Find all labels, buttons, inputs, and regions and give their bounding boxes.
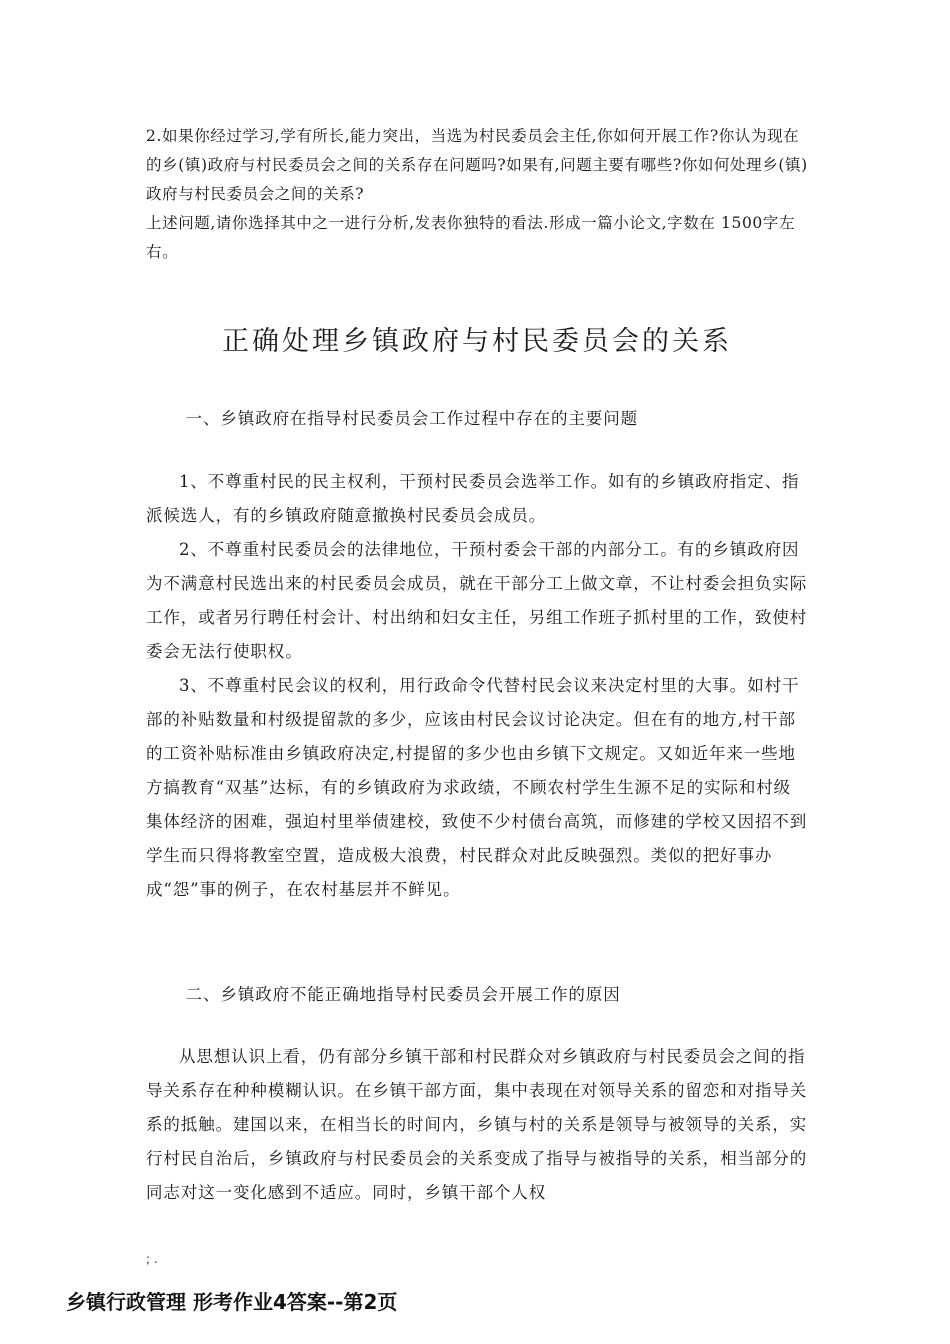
section-2-heading-block <box>146 978 808 1012</box>
assignment-instruction: 上述问题,请你选择其中之一进行分析,发表你独特的看法.形成一篇小论文,字数在 1500字左右。 <box>146 214 796 261</box>
paragraph-2: 2、不尊重村民委员会的法律地位，干预村委会干部的内部分工。有的乡镇政府因为不满意村民选出来的村民委员会成员，就在干部分工上做文章，不让村委会担负实际工作，或者另行聘任村会计、村出纳和妇女主任，另组工作班子抓村里的工作，致使村委会无法行使职权。 <box>146 540 808 661</box>
section-1-heading: 一、乡镇政府在指导村民委员会工作过程中存在的主要问题 <box>185 409 638 428</box>
section-2-body <box>146 1040 808 1210</box>
question-2-text: 2.如果你经过学习,学有所长,能力突出，当选为村民委员会主任,你如何开展工作?你认为现在的乡(镇)政府与村民委员会之间的关系存在问题吗?如果有,问题主要有哪些?你如何处理乡(镇)政府与村民委员会之间的关系? <box>146 127 808 203</box>
assignment-question <box>146 122 808 267</box>
section-2-heading: 二、乡镇政府不能正确地指导村民委员会开展工作的原因 <box>185 985 621 1004</box>
section-1-heading-block <box>146 402 808 436</box>
paragraph-3: 3、不尊重村民会议的权利，用行政命令代替村民会议来决定村里的大事。如村干部的补贴数量和村级提留款的多少，应该由村民会议讨论决定。但在有的地方,村干部的工资补贴标准由乡镇政府决定,村提留的多少也由乡镇下文规定。又如近年来一些地方搞教育“双基”达标，有的乡镇政府为求政绩，不顾农村学生生源不足的实际和村级集体经济的困难，强迫村里举债建校，致使不少村债台高筑，而修建的学校又因招不到学生而只得将教室空置，造成极大浪费，村民群众对此反映强烈。类似的把好事办成“怨”事的例子，在农村基层并不鲜见。 <box>146 676 808 899</box>
paragraph-1: 1、不尊重村民的民主权利，干预村民委员会选举工作。如有的乡镇政府指定、指派候选人，有的乡镇政府随意撤换村民委员会成员。 <box>146 472 800 525</box>
page-mark: ; . <box>146 1252 158 1266</box>
paragraph-4: 从思想认识上看，仍有部分乡镇干部和村民群众对乡镇政府与村民委员会之间的指导关系存在种种模糊认识。在乡镇干部方面，集中表现在对领导关系的留恋和对指导关系的抵触。建国以来，在相当长的时间内，乡镇与村的关系是领导与被领导的关系，实行村民自治后，乡镇政府与村民委员会的关系变成了指导与被指导的关系，相当部分的同志对这一变化感到不适应。同时，乡镇干部个人权 <box>146 1047 808 1202</box>
page-footer-caption: 乡镇行政管理 形考作业4答案--第2页 <box>66 1290 398 1314</box>
essay-title: 正确处理乡镇政府与村民委员会的关系 <box>222 326 732 357</box>
section-1-body <box>146 465 808 907</box>
